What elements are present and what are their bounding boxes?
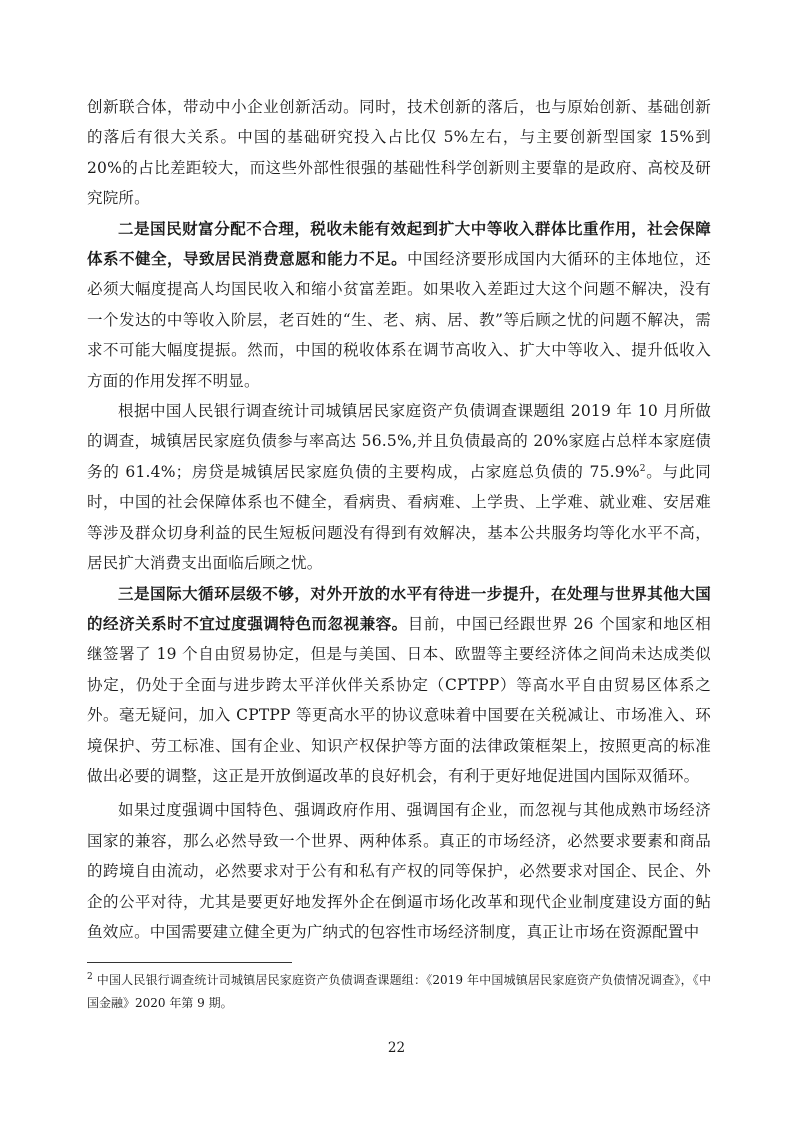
page-number: 22	[387, 1040, 406, 1056]
section-heading-two: 二是国民财富分配不合理，税收未能有效起到扩大中等收入群体比重作用，社会保障体系不健全，导致居民消费意愿和能力不足。	[87, 218, 711, 269]
footnote-mark: 2	[87, 972, 93, 982]
paragraph-innovation: 创新联合体，带动中小企业创新活动。同时，技术创新的落后，也与原始创新、基础创新的落后有很大关系。中国的基础研究投入占比仅 5%左右，与主要创新型国家 15%到 20%的占比差距较大，而这些外部性很强的基础性科学创新则主要靠的是政府、高校及研究院所。	[87, 98, 711, 208]
body-text	[87, 92, 711, 947]
footnote	[87, 969, 711, 1015]
paragraph-international-cycle: 三是国际大循环层级不够，对外开放的水平有待进一步提升，在处理与世界其他大国的经济关系时不宜过度强调特色而忽视兼容。目前，中国已经跟世界 26 个国家和地区相继签署了 19 个自由贸易协定，但是与美国、日本、欧盟等主要经济体之间尚未达成类似协定，仍处于全面与进步跨太平洋伙伴关系协定（CPTPP）等高水平自由贸易区体系之外。毫无疑问，加入 CPTPP 等更高水平的协议意味着中国要在关税减让、市场准入、环境保护、劳工标准、国有企业、知识产权保护等方面的法律政策框架上，按照更高的标准做出必要的调整，这正是开放倒逼改革的良好机会，有利于更好地促进国内国际双循环。	[87, 583, 711, 785]
footnote-text: 中国人民银行调查统计司城镇居民家庭资产负债调查课题组：《2019 年中国城镇居民家庭资产负债情况调查》，《中国金融》2020 年第 9 期。	[87, 973, 712, 1010]
footnote-reference[interactable]: 2	[639, 463, 646, 474]
paragraph-household-debt: 根据中国人民银行调查统计司城镇居民家庭资产负债调查课题组 2019 年 10 月所做的调查，城镇居民家庭负债参与率高达 56.5%,并且负债最高的 20%家庭占总样本家庭债务的 61.4%；房贷是城镇居民家庭负债的主要构成，占家庭总负债的 75.9%$^2$。与此同时，中国的社会保障体系也不健全，看病贵、看病难、上学贵、上学难、就业难、安居难等涉及群众切身利益的民生短板问题没有得到有效解决，基本公共服务均等化水平不高，居民扩大消费支出面临后顾之忧。	[87, 402, 711, 573]
section-heading-three: 三是国际大循环层级不够，对外开放的水平有待进一步提升，在处理与世界其他大国的经济关系时不宜过度强调特色而忽视兼容。	[87, 583, 711, 633]
paragraph-compatibility: 如果过度强调中国特色、强调政府作用、强调国有企业，而忽视与其他成熟市场经济国家的兼容，那么必然导致一个世界、两种体系。真正的市场经济，必然要求要素和商品的跨境自由流动，必然要求对于公有和私有产权的同等保护，必然要求对国企、民企、外企的公平对待，尤其是要更好地发挥外企在倒逼市场化改革和现代企业制度建设方面的鲇鱼效应。中国需要建立健全更为广纳式的包容性市场经济制度，真正让市场在资源配置中	[87, 801, 711, 941]
footnote-divider	[87, 962, 292, 963]
paragraph-wealth-distribution: 二是国民财富分配不合理，税收未能有效起到扩大中等收入群体比重作用，社会保障体系不健全，导致居民消费意愿和能力不足。中国经济要形成国内大循环的主体地位，还必须大幅度提高人均国民收入和缩小贫富差距。如果收入差距过大这个问题不解决，没有一个发达的中等收入阶层，老百姓的“生、老、病、居、教”等后顾之忧的问题不解决，需求不可能大幅度提振。然而，中国的税收体系在调节高收入、扩大中等收入、提升低收入方面的作用发挥不明显。	[87, 218, 711, 390]
